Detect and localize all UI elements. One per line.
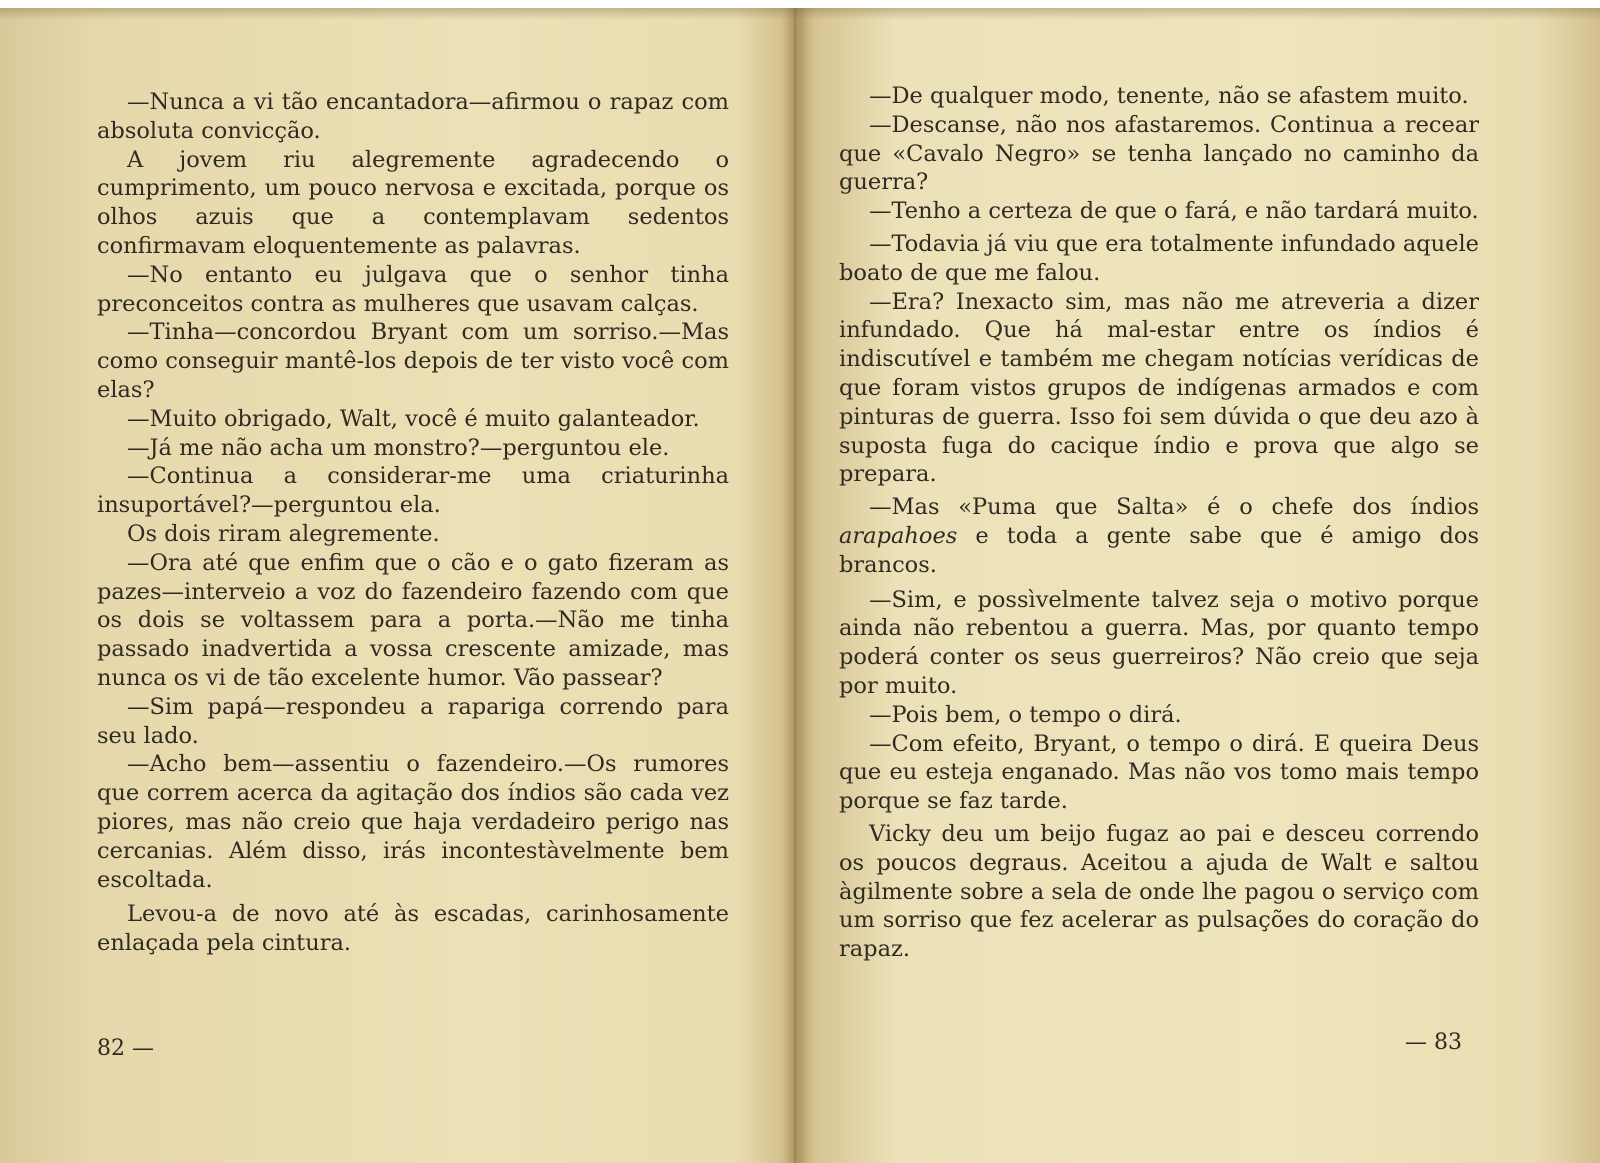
- page-number-right: — 83: [1405, 1030, 1462, 1055]
- right-page-text: [839, 82, 1479, 964]
- paragraph: [839, 493, 1479, 579]
- right-page: [805, 8, 1600, 1163]
- paragraph: —Tinha—concordou Bryant com um sorriso.—Mas como conseguir mantê-los depois de ter visto você com elas?: [97, 319, 729, 403]
- left-page: [0, 8, 795, 1163]
- book-gutter: [782, 8, 808, 1163]
- paragraph: —Todavia já viu que era totalmente infundado aquele boato de que me falou.: [839, 230, 1479, 286]
- paragraph-text: —Mas «Puma que Salta» é o chefe dos índios: [869, 494, 1479, 521]
- paragraph: —Já me não acha um monstro?—perguntou ele.: [127, 434, 670, 461]
- paragraph: —Acho bem—assentiu o fazendeiro.—Os rumores que correm acerca da agitação dos índios são cada vez piores, mas não creio que haja verdadeiro perigo nas cercanias. Além disso, irás incontestàvelmente bem escoltada.: [97, 751, 729, 893]
- paragraph: —Nunca a vi tão encantadora—afirmou o rapaz com absoluta convicção.: [97, 89, 729, 144]
- paragraph: A jovem riu alegremente agradecendo o cumprimento, um pouco nervosa e excitada, porque os olhos azuis que a contemplavam sedentos confirmavam eloquentemente as palavras.: [97, 146, 729, 259]
- paragraph: —Sim papá—respondeu a rapariga correndo para seu lado.: [97, 693, 729, 749]
- paragraph: —Era? Inexacto sim, mas não me atreveria a dizer infundado. Que há mal-estar entre os índios é indiscutível e também me chegam notícias verídicas de que foram vistos grupos de indígenas armados e com pinturas de guerra. Isso foi sem dúvida o que deu azo à suposta fuga do cacique índio e prova que algo se prepara.: [839, 288, 1479, 488]
- paragraph: —Descanse, não nos afastaremos. Continua a recear que «Cavalo Negro» se tenha lançado no caminho da guerra?: [839, 111, 1479, 196]
- paragraph: —De qualquer modo, tenente, não se afastem muito.: [869, 83, 1469, 109]
- left-page-text: [97, 88, 729, 958]
- italic-term: arapahoes: [839, 522, 958, 549]
- paragraph: —Pois bem, o tempo o dirá.: [869, 701, 1182, 728]
- paragraph: —Sim, e possìvelmente talvez seja o motivo porque ainda não rebentou a guerra. Mas, por quanto tempo poderá conter os seus guerreiros? Não creio que seja por muito.: [839, 586, 1479, 699]
- paragraph: —No entanto eu julgava que o senhor tinha preconceitos contra as mulheres que usavam calças.: [97, 261, 729, 317]
- paragraph: —Tenho a certeza de que o fará, e não tardará muito.: [869, 198, 1479, 225]
- paragraph: —Continua a considerar-me uma criaturinha insuportável?—perguntou ela.: [97, 463, 729, 519]
- paragraph: Vicky deu um beijo fugaz ao pai e desceu correndo os poucos degraus. Aceitou a ajuda de Walt e saltou àgilmente sobre a sela de onde lhe pagou o serviço com um sorriso que fez acelerar as pulsações do coração do rapaz.: [839, 820, 1479, 963]
- paragraph: —Muito obrigado, Walt, você é muito galanteador.: [127, 405, 700, 432]
- paragraph: Os dois riram alegremente.: [127, 520, 440, 547]
- paragraph: Levou-a de novo até às escadas, carinhosamente enlaçada pela cintura.: [97, 901, 729, 957]
- paragraph: —Com efeito, Bryant, o tempo o dirá. E queira Deus que eu esteja enganado. Mas não vos tomo mais tempo porque se faz tarde.: [839, 730, 1479, 815]
- paragraph: —Ora até que enfim que o cão e o gato fizeram as pazes—interveio a voz do fazendeiro fazendo com que os dois se voltassem para a porta.—Não me tinha passado inadvertida a vossa crescente amizade, mas nunca os vi de tão excelente humor. Vão passear?: [97, 549, 729, 691]
- open-book: [0, 8, 1600, 1163]
- paragraph-text: e toda a gente sabe que é amigo dos brancos.: [839, 522, 1479, 578]
- page-number-left: 82 —: [97, 1036, 154, 1061]
